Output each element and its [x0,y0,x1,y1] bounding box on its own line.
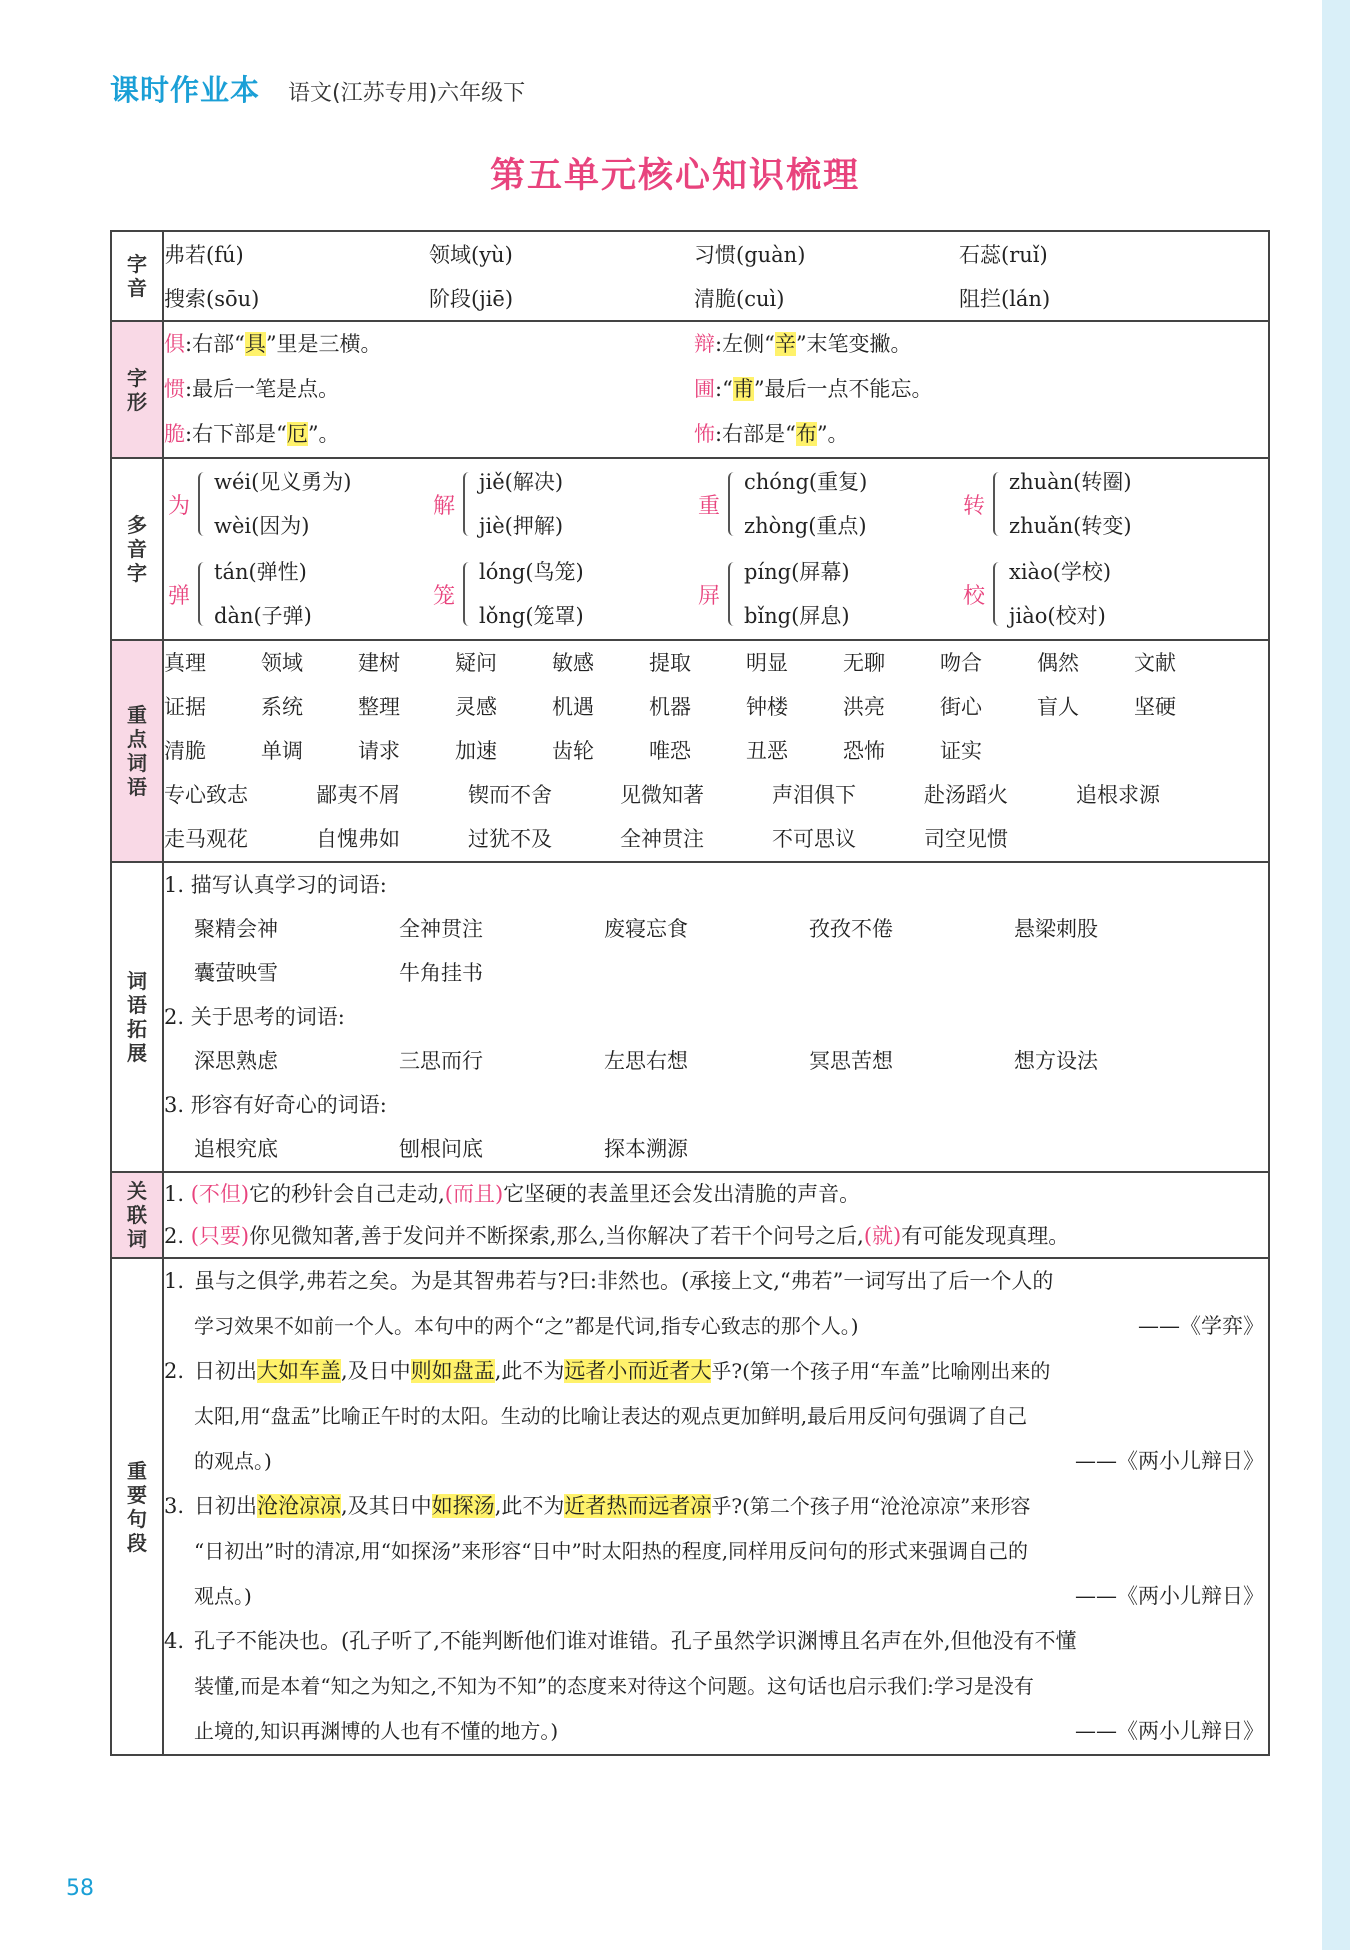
label-polyphone: 多音字 [111,458,163,640]
sentence-2-source: ——《两小儿辩日》 [1075,1449,1264,1473]
polyphone-item: 重 chóng(重复) zhòng(重点) [697,470,868,538]
row-glyph [111,321,1269,458]
polyphone-item: 屏 píng(屏幕) bǐng(屏息) [697,560,850,628]
row-key-words [111,640,1269,862]
row-pronunciation [111,231,1269,321]
pron-row-2 [164,276,1268,320]
key-words-content [163,640,1269,862]
sentence-3-source: ——《两小儿辩日》 [1075,1584,1264,1608]
row-polyphone [111,458,1269,640]
sentence-4-note: 装懂,而是本着“知之为知之,不知为不知”的态度来对待这个问题。这句话也启示我们:学习是没有 [194,1674,1034,1698]
label-conjunctions: 关联词 [111,1172,163,1258]
glyph-item: 脆:右下部是“厄”。 [164,422,340,446]
words-row-1: 真理 领域 建树 疑问 敏感 提取 明显 无聊 吻合 偶然 文献 [164,651,1176,675]
conjunction-sentence: 1. (不但)它的秒针会自己走动,(而且)它坚硬的表盖里还会发出清脆的声音。 [164,1182,861,1206]
conjunctions-content [163,1172,1269,1258]
pron-row-1 [164,232,1268,276]
word-extension-content [163,862,1269,1172]
sentence-2: 2. 日初出大如车盖,及日中则如盘盂,此不为远者小而近者大乎?(第一个孩子用“车盖”比喻刚出来的 [164,1359,1051,1383]
polyphone-content [163,458,1269,640]
glyph-item: 圃:“甫”最后一点不能忘。 [694,377,933,401]
ext-group: 囊萤映雪 牛角挂书 [194,961,483,985]
side-stripe [1322,0,1350,1950]
ext-group: 深思熟虑 三思而行 左思右想 冥思苦想 想方设法 [194,1049,1098,1073]
sentence-3-note: “日初出”时的清凉,用“如探汤”来形容“日中”时太阳热的程度,同样用反问句的形式来强调自己的 [194,1539,1029,1563]
ext-heading-2: 2. 关于思考的词语: [164,1005,345,1029]
sentence-1-source: ——《学弈》 [1138,1314,1264,1338]
pron-item: 阻拦(lán) [959,287,1051,311]
pron-item: 领域(yù) [429,243,513,267]
row-word-extension [111,862,1269,1172]
pronunciation-content [163,231,1269,321]
pron-item: 阶段(jiē) [429,287,514,311]
conjunction-sentence: 2. (只要)你见微知著,善于发问并不断探索,那么,当你解决了若干个问号之后,(就)有可能发现真理。 [164,1224,1070,1248]
sentence-2-note: 太阳,用“盘盂”比喻正午时的太阳。生动的比喻让表达的观点更加鲜明,最后用反问句强调了自己 [194,1404,1028,1428]
sentence-4-note-end: 止境的,知识再渊博的人也有不懂的地方。) [194,1719,559,1743]
knowledge-table [110,230,1270,1756]
page-header [110,68,525,108]
polyphone-item: 笼 lóng(鸟笼) lǒng(笼罩) [432,560,584,628]
pron-item: 清脆(cuì) [694,287,785,311]
polyphone-item: 为 wéi(见义勇为) wèi(因为) [167,470,352,538]
label-key-sentences: 重要句段 [111,1258,163,1755]
label-pronunciation: 字音 [111,231,163,321]
pron-item: 石蕊(ruǐ) [959,243,1048,267]
pron-item: 搜索(sōu) [164,287,260,311]
pron-item: 弗若(fú) [164,243,244,267]
page-title: 第五单元核心知识梳理 [489,156,860,196]
label-key-words: 重点词语 [111,640,163,862]
sentence-1-note: 学习效果不如前一个人。本句中的两个“之”都是代词,指专心致志的那个人。) [194,1314,859,1338]
subject-title: 语文(江苏专用)六年级下 [288,81,526,106]
sentence-4: 4. 孔子不能决也。(孔子听了,不能判断他们谁对谁错。孔子虽然学识渊博且名声在外,但他没有不懂 [164,1629,1077,1653]
glyph-item: 惯:最后一笔是点。 [164,377,340,401]
key-sentences-content [163,1258,1269,1755]
page-number: 58 [66,1876,94,1901]
sentence-3: 3. 日初出沧沧凉凉,及其日中如探汤,此不为近者热而远者凉乎?(第二个孩子用“沧沧凉凉”来形容 [164,1494,1031,1518]
glyph-item: 辩:左侧“辛”末笔变撇。 [694,332,912,356]
ext-group: 追根究底 刨根问底 探本溯源 [194,1137,688,1161]
row-conjunctions [111,1172,1269,1258]
sentence-2-note-end: 的观点。) [194,1449,272,1473]
glyph-item: 怖:右部是“布”。 [694,422,849,446]
brand-title: 课时作业本 [110,73,261,107]
glyph-content [163,321,1269,458]
pron-item: 习惯(guàn) [694,243,806,267]
polyphone-item: 弹 tán(弹性) dàn(子弹) [167,560,312,628]
label-glyph: 字形 [111,321,163,458]
polyphone-item: 校 xiào(学校) jiào(校对) [962,560,1112,628]
sentence-4-source: ——《两小儿辩日》 [1075,1719,1264,1743]
polyphone-item: 解 jiě(解决) jiè(押解) [432,470,564,538]
glyph-item: 俱:右部“具”里是三横。 [164,332,382,356]
label-word-extension: 词语拓展 [111,862,163,1172]
words-row-4: 专心致志 鄙夷不屑 锲而不舍 见微知著 声泪俱下 赴汤蹈火 追根求源 [164,783,1160,807]
ext-heading-1: 1. 描写认真学习的词语: [164,873,387,897]
sentence-1: 1. 虽与之俱学,弗若之矣。为是其智弗若与?曰:非然也。(承接上文,“弗若”一词写出了后一个人的 [164,1269,1054,1293]
words-row-3: 清脆 单调 请求 加速 齿轮 唯恐 丑恶 恐怖 证实 [164,739,982,763]
words-row-5: 走马观花 自愧弗如 过犹不及 全神贯注 不可思议 司空见惯 [164,827,1008,851]
row-key-sentences [111,1258,1269,1755]
ext-heading-3: 3. 形容有好奇心的词语: [164,1093,387,1117]
polyphone-item: 转 zhuàn(转圈) zhuǎn(转变) [962,470,1132,538]
ext-group: 聚精会神 全神贯注 废寝忘食 孜孜不倦 悬梁刺股 [194,917,1098,941]
words-row-2: 证据 系统 整理 灵感 机遇 机器 钟楼 洪亮 街心 盲人 坚硬 [164,695,1176,719]
sentence-3-note-end: 观点。) [194,1584,252,1608]
